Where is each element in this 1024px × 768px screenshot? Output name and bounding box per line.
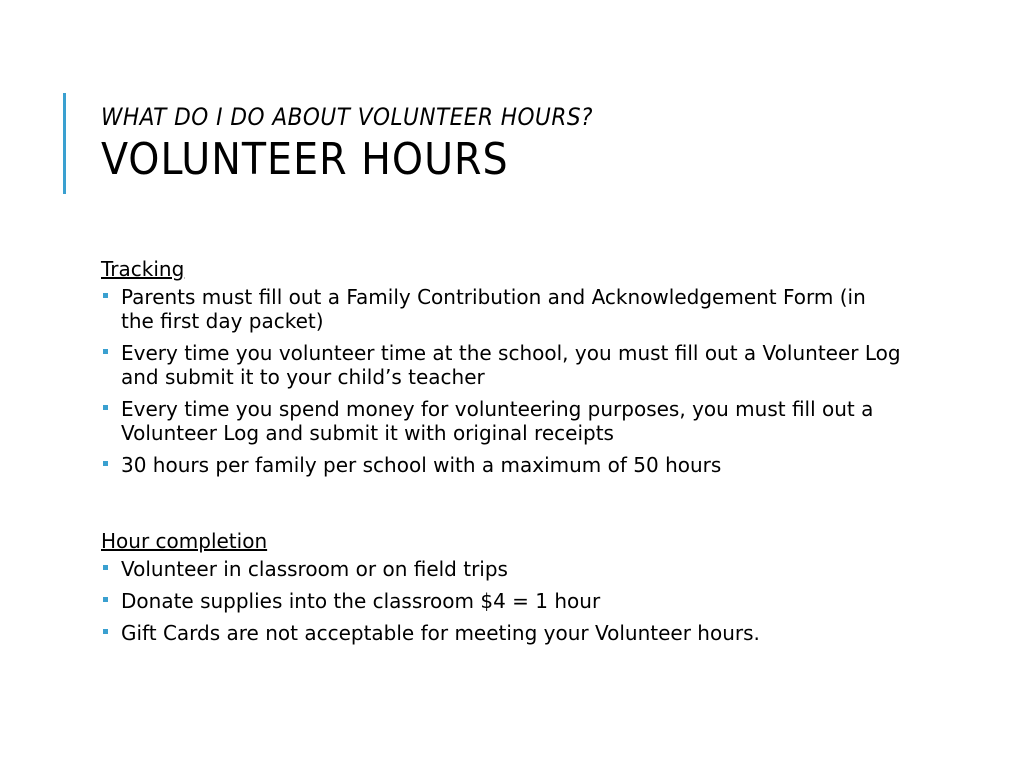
bullet-list [101, 557, 901, 645]
section-tracking [101, 257, 901, 477]
list-item-text: Donate supplies into the classroom $4 = 1 hour [121, 589, 601, 613]
list-item [101, 285, 901, 333]
square-bullet-icon [103, 597, 108, 602]
slide-subtitle: WHAT DO I DO ABOUT VOLUNTEER HOURS? [101, 103, 594, 131]
list-item [101, 397, 901, 445]
list-item-text: Parents must fill out a Family Contribution and Acknowledgement Form (in the first day packet) [121, 285, 866, 333]
section-spacer [101, 485, 901, 529]
square-bullet-icon [103, 461, 108, 466]
square-bullet-icon [103, 293, 108, 298]
square-bullet-icon [103, 405, 108, 410]
title-accent-bar [63, 93, 66, 194]
section-heading: Tracking [101, 257, 185, 281]
list-item-text: 30 hours per family per school with a maximum of 50 hours [121, 453, 722, 477]
list-item [101, 453, 901, 477]
section-hour-completion [101, 529, 901, 645]
bullet-list [101, 285, 901, 477]
list-item-text: Volunteer in classroom or on field trips [121, 557, 508, 581]
square-bullet-icon [103, 565, 108, 570]
square-bullet-icon [103, 349, 108, 354]
list-item [101, 557, 901, 581]
list-item [101, 341, 901, 389]
title-block [101, 100, 593, 186]
list-item-text: Every time you spend money for volunteering purposes, you must fill out a Volunteer Log and submit it with original receipts [121, 397, 874, 445]
slide-content [101, 257, 901, 653]
square-bullet-icon [103, 629, 108, 634]
list-item [101, 621, 901, 645]
section-heading: Hour completion [101, 529, 268, 553]
list-item-text: Gift Cards are not acceptable for meeting your Volunteer hours. [121, 621, 760, 645]
list-item [101, 589, 901, 613]
list-item-text: Every time you volunteer time at the school, you must fill out a Volunteer Log and submit it to your child’s teacher [121, 341, 901, 389]
slide-title: VOLUNTEER HOURS [101, 134, 509, 185]
